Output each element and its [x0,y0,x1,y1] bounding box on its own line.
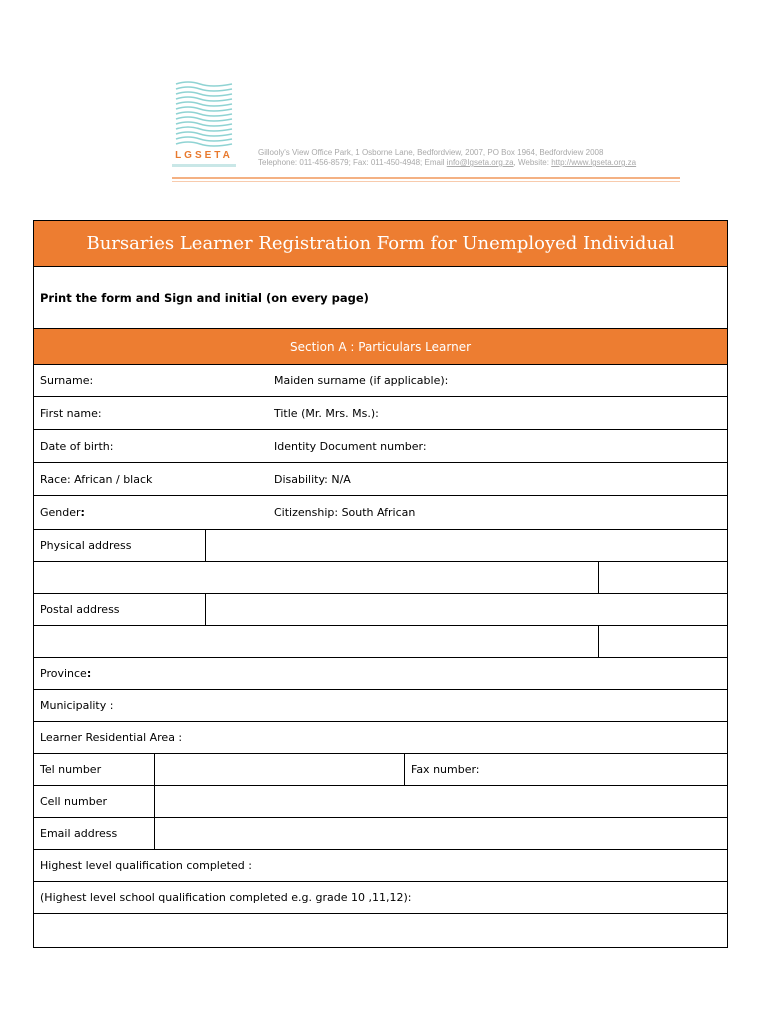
row-surname [34,364,727,396]
website-link[interactable]: http://www.lgseta.org.za [551,158,637,167]
row-province [34,657,727,689]
dob-field[interactable]: Date of birth: [40,439,114,453]
letterhead-rule-thin [172,181,680,182]
province-field[interactable] [34,658,727,689]
row-highest-qualification [34,849,727,881]
row-postal-address [34,593,727,625]
disability-field[interactable]: Disability: N/A [274,472,351,486]
email-label: Email address [40,827,118,840]
email-link[interactable]: info@lgseta.org.za [446,158,514,167]
gender-field[interactable] [34,496,268,529]
physical-address-line2-input[interactable] [34,562,598,593]
form-title: Bursaries Learner Registration Form for Unemployed Individual [86,233,675,254]
form-title-row [34,221,727,266]
postal-address-input[interactable] [205,594,727,625]
form-instruction: Print the form and Sign and initial (on every page) [40,290,369,305]
province-label: Province [40,667,87,680]
letterhead-rule [172,177,680,179]
logo-tagline-bar [172,164,236,167]
province-colon: : [86,667,92,680]
lgseta-logo [172,78,236,174]
race-field[interactable]: Race: African / black [40,472,153,486]
physical-address-input[interactable] [205,530,727,561]
instruction-row [34,266,727,328]
contact-address: Gillooly's View Office Park, 1 Osborne Lane, Bedfordview, 2007, PO Box 1964, Bedfordview 2008 [258,148,604,157]
physical-postal-code-input[interactable] [598,562,727,593]
logo-wordmark: LGSETA [175,150,233,161]
gender-label: Gender [40,506,81,519]
row-physical-address-2 [34,561,727,593]
tel-label: Tel number [40,763,102,776]
school-qualification-field[interactable]: (Highest level school qualification completed e.g. grade 10 ,11,12): [40,891,412,904]
highest-qualification-field[interactable]: Highest level qualification completed : [40,859,252,872]
row-email [34,817,727,849]
row-municipality [34,689,727,721]
residential-area-field[interactable]: Learner Residential Area : [40,731,183,744]
row-gender [34,495,727,529]
contact-phone-line [258,158,688,168]
municipality-field[interactable]: Municipality : [40,699,114,712]
section-a-header [34,328,727,364]
section-a-title: Section A : Particulars Learner [289,339,472,354]
surname-field[interactable]: Surname: [40,374,94,387]
wave-logo-icon [172,78,236,150]
row-school-qualification [34,881,727,913]
row-physical-address [34,529,727,561]
qualification-answer-input[interactable] [34,914,727,947]
citizenship-field[interactable]: Citizenship: South African [274,506,416,519]
title-field[interactable]: Title (Mr. Mrs. Ms.): [274,406,379,420]
fax-field[interactable]: Fax number: [404,754,727,785]
contact-phone-fax: Telephone: 011-456-8579; Fax: 011-450-4948; Email [258,158,447,167]
postal-code-input[interactable] [598,626,727,657]
letterhead [0,0,768,200]
id-number-field[interactable]: Identity Document number: [274,439,427,453]
postal-address-line2-input[interactable] [34,626,598,657]
cell-label: Cell number [40,795,107,808]
row-postal-address-2 [34,625,727,657]
email-input[interactable] [154,818,727,849]
row-qualification-answer [34,913,727,947]
contact-details [258,148,688,168]
row-dob [34,429,727,462]
contact-website-label: , Website: [513,158,552,167]
registration-form [33,220,728,948]
row-first-name [34,396,727,429]
physical-address-label: Physical address [40,539,132,552]
postal-address-label: Postal address [40,603,120,616]
maiden-surname-field[interactable]: Maiden surname (if applicable): [274,374,449,387]
row-tel [34,753,727,785]
row-residential-area [34,721,727,753]
cell-input[interactable] [154,786,727,817]
row-race [34,462,727,495]
first-name-field[interactable]: First name: [40,406,102,420]
gender-colon: : [80,506,85,519]
row-cell [34,785,727,817]
tel-input[interactable] [154,754,404,785]
